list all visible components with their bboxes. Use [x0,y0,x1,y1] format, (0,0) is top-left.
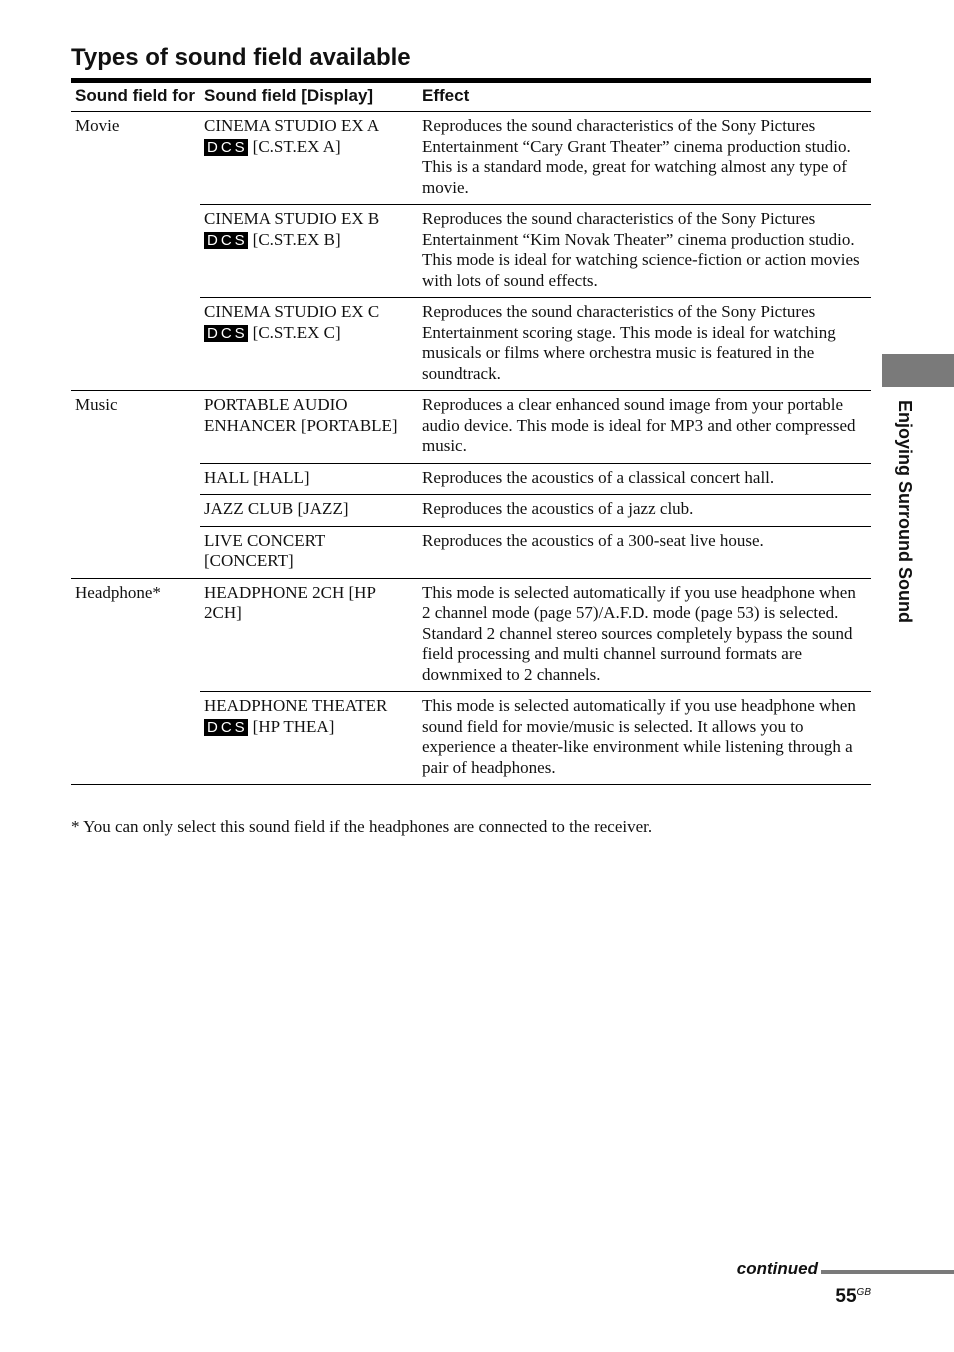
header-sound-field-for: Sound field for [71,83,200,112]
table-header-row [71,83,871,112]
effect-cell: Reproduces a clear enhanced sound image from your portable audio device. This mode is ideal for MP3 and other compressed music. [418,391,871,464]
effect-cell: Reproduces the acoustics of a classical concert hall. [418,463,871,495]
effect-cell: Reproduces the sound characteristics of the Sony Pictures Entertainment scoring stage. This mode is ideal for watching musicals or films where orchestra music is featured in the soundtrack. [418,298,871,391]
sound-field-cell [200,463,418,495]
sound-field-name: LIVE CONCERT [204,530,325,550]
sound-field-cell [200,298,418,391]
sound-field-cell [200,526,418,578]
continued-label: continued [736,1259,818,1278]
category-cell: Movie [71,112,200,391]
sound-field-table [71,83,871,785]
dcs-badge: DCS [204,325,248,342]
effect-cell: Reproduces the sound characteristics of the Sony Pictures Entertainment “Kim Novak Theater” cinema production studio. This mode is ideal for watching science-fiction or action movies with lots of sound effects. [418,205,871,298]
sound-field-cell [200,391,418,464]
sound-field-cell [200,112,418,205]
display-name: [C.ST.EX B] [252,229,341,249]
sound-field-name: CINEMA STUDIO EX A [204,116,380,135]
sound-field-name: PORTABLE AUDIO ENHANCER [204,395,348,435]
sound-field-cell [200,495,418,527]
side-tab-label: Enjoying Surround Sound [895,400,915,623]
sound-field-cell [200,692,418,785]
table-row [71,391,871,464]
page-number-suffix: GB [856,1287,871,1298]
display-name: [PORTABLE] [300,415,398,435]
sound-field-cell [200,578,418,692]
header-effect: Effect [418,83,871,112]
continued-bar [821,1270,954,1274]
category-cell: Music [71,391,200,579]
effect-cell: Reproduces the sound characteristics of the Sony Pictures Entertainment “Cary Grant Theater” cinema production studio. This is a standard mode, great for watching almost any type of movie. [418,112,871,205]
display-name: [HALL] [252,467,310,487]
sound-field-name: CINEMA STUDIO EX B [204,209,380,228]
effect-cell: Reproduces the acoustics of a jazz club. [418,495,871,527]
sound-field-name: HEADPHONE THEATER [204,696,388,715]
effect-cell: This mode is selected automatically if you use headphone when 2 channel mode (page 57)/A.F.D. mode (page 53) is selected. Standard 2 channel stereo sources completely bypass the sound field processing and multi channel surround formats are downmixed to 2 channels. [418,578,871,692]
dcs-badge: DCS [204,139,248,156]
table-row [71,112,871,205]
page-number-value: 55 [835,1286,857,1307]
display-name: [CONCERT] [204,551,294,570]
effect-cell: Reproduces the acoustics of a 300-seat live house. [418,526,871,578]
sound-field-name: CINEMA STUDIO EX C [204,302,380,321]
table-body [71,112,871,785]
sound-field-cell [200,205,418,298]
display-name: [HP THEA] [252,716,335,736]
display-name: [C.ST.EX A] [252,136,341,156]
effect-cell: This mode is selected automatically if you use headphone when sound field for movie/music is selected. It allows you to experience a theater-like environment while listening through a pair of headphones. [418,692,871,785]
table-row [71,578,871,692]
sound-field-name: HALL [204,467,249,487]
page-number [820,1280,871,1310]
sound-field-name: HEADPHONE 2CH [204,582,345,602]
category-cell: Headphone* [71,578,200,785]
page-title: Types of sound field available [71,44,411,71]
dcs-badge: DCS [204,719,248,736]
side-tab-marker [882,354,954,387]
dcs-badge: DCS [204,232,248,249]
footnote: * You can only select this sound field if the headphones are connected to the receiver. [71,817,653,836]
header-sound-field-display: Sound field [Display] [200,83,418,112]
sound-field-name: JAZZ CLUB [204,499,294,518]
display-name: [JAZZ] [297,499,349,518]
display-name: [HP 2CH] [204,582,376,622]
display-name: [C.ST.EX C] [252,322,341,342]
